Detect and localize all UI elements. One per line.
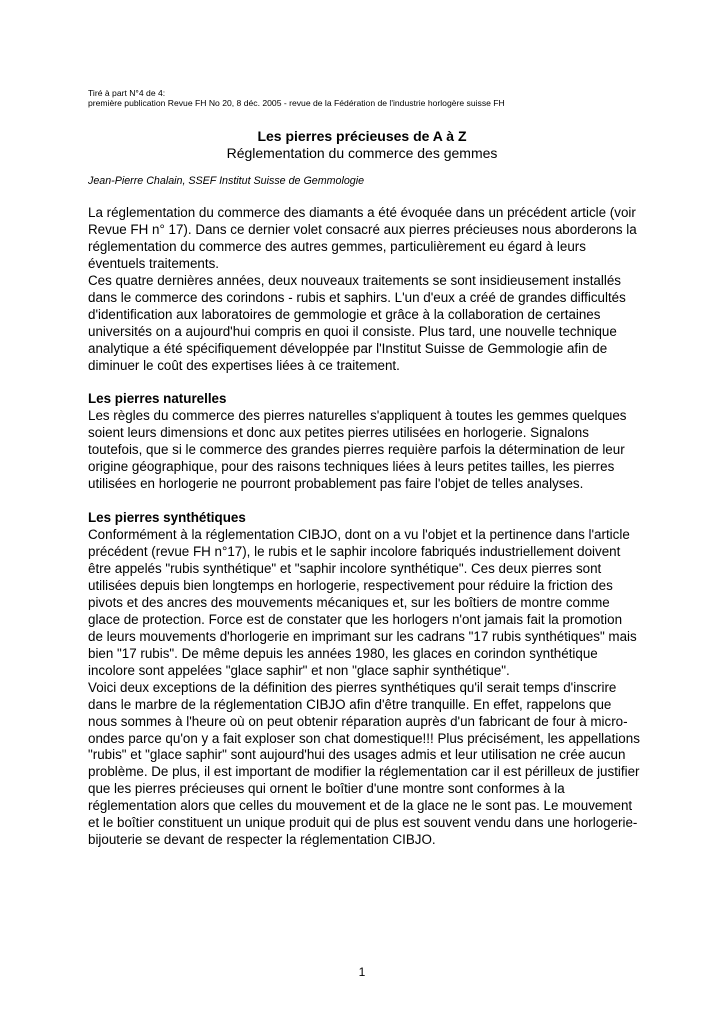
article-body (88, 205, 640, 849)
header-line-1: Tiré à part N°4 de 4: (88, 88, 166, 98)
paragraph-gap (88, 375, 640, 392)
article-title: Les pierres précieuses de A à Z (257, 128, 467, 144)
article-subtitle: Réglementation du commerce des gemmes (226, 145, 498, 161)
header-line-2: première publication Revue FH No 20, 8 déc. 2005 - revue de la Fédération de l'industrie horlogère suisse FH (88, 98, 505, 108)
intro-paragraph-1: La réglementation du commerce des diamants a été évoquée dans un précédent article (voir Revue FH n° 17). Dans ce dernier volet consacré aux pierres précieuses nous aborderons la réglementation du commerce des autres gemmes, particulièrement eu égard à leurs éventuels traitements. (88, 205, 637, 271)
page-number: 1 (358, 965, 366, 979)
author-line: Jean-Pierre Chalain, SSEF Institut Suisse de Gemmologie (88, 175, 365, 187)
reprint-header (88, 88, 648, 108)
title-block (88, 128, 636, 162)
natural-paragraph-1: Les règles du commerce des pierres naturelles s'appliquent à toutes les gemmes quelques soient leurs dimensions et donc aux petites pierres utilisées en horlogerie. Signalons toutefois, que si le commerce des grandes pierres requière parfois la détermination de leur origine géographique, pour des raisons techniques liées à leurs petites tailles, les pierres utilisées en horlogerie ne pourront probablement pas faire l'objet de telles analyses. (88, 408, 627, 492)
synthetic-paragraph-1: Conformément à la réglementation CIBJO, dont on a vu l'objet et la pertinence dans l'article précédent (revue FH n°17), le rubis et le saphir incolore fabriqués industriellement doivent être appelés "rubis synthétique" et "saphir incolore synthétique". Ces deux pierres sont utilisées depuis bien longtemps en horlogerie, respectivement pour réduire la friction des pivots et des ancres des mouvements mécaniques et, sur les boîtiers de montre comme glace de protection. Force est de constater que les horlogers n'ont jamais fait la promotion de leurs mouvements d'horlogerie en imprimant sur les cadrans "17 rubis synthétiques" mais bien "17 rubis". De même depuis les années 1980, les glaces en corindon synthétique incolore sont appelées "glace saphir" et non "glace saphir synthétique". (88, 527, 637, 678)
section-heading-synthetic: Les pierres synthétiques (88, 510, 246, 526)
intro-paragraph-2: Ces quatre dernières années, deux nouveaux traitements se sont insidieusement installés dans le commerce des corindons - rubis et saphirs. L'un d'eux a créé de grandes difficultés d'identification aux laboratoires de gemmologie et grâce à la collaboration de certaines universités on a aujourd'hui compris en quoi il consiste. Plus tard, une nouvelle technique analytique a été spécifiquement développée par l'Institut Suisse de Gemmologie afin de diminuer le coût des expertises liées à ce traitement. (88, 272, 626, 373)
section-heading-natural: Les pierres naturelles (88, 391, 227, 407)
synthetic-paragraph-2: Voici deux exceptions de la définition des pierres synthétiques qu'il serait temps d'inscrire dans le marbre de la réglementation CIBJO afin d'être tranquille. En effet, rappelons que nous sommes à l'heure où on peut obtenir réparation auprès d'un fabricant de four à micro-ondes parce qu'on y a fait exploser son chat domestique!!! Plus précisément, les appellations "rubis" et "glace saphir" sont aujourd'hui des usages admis et leur utilisation ne crée aucun problème. De plus, il est important de modifier la réglementation car il est périlleux de justifier que les pierres précieuses qui ornent le boîtier d'une montre sont conformes à la réglementation alors que celles du mouvement et de la glace ne le sont pas. Le mouvement et le boîtier constituent un unique produit qui de plus est souvent vendu dans une horlogerie-bijouterie se devant de respecter la réglementation CIBJO. (88, 679, 640, 848)
paragraph-gap (88, 493, 640, 510)
